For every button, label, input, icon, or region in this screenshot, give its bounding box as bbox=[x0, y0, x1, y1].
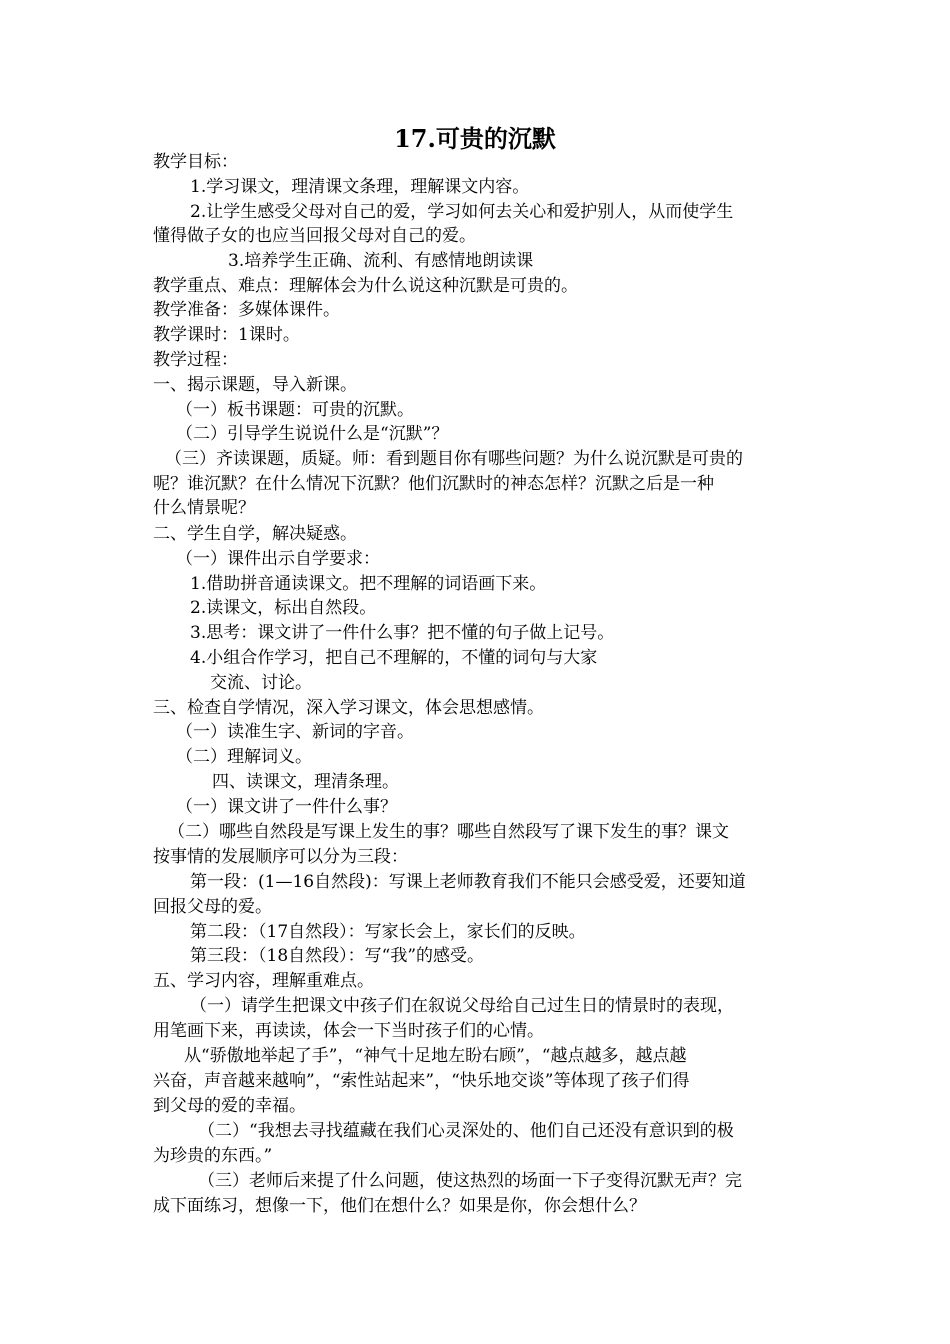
text-line: 一、揭示课题，导入新课。 bbox=[153, 375, 357, 395]
text-line: 五、学习内容，理解重难点。 bbox=[153, 971, 374, 991]
text-line: 三、检查自学情况，深入学习课文，体会思想感情。 bbox=[153, 698, 544, 718]
text-line: 从“骄傲地举起了手”，“神气十足地左盼右顾”，“越点越多，越点越 bbox=[184, 1046, 687, 1066]
text-line: （二）引导学生说说什么是“沉默”？ bbox=[176, 424, 449, 444]
text-line: 懂得做子女的也应当回报父母对自己的爱。 bbox=[153, 226, 476, 246]
text-line: 教学重点、难点：理解体会为什么说这种沉默是可贵的。 bbox=[153, 276, 578, 296]
text-line: 到父母的爱的幸福。 bbox=[153, 1096, 306, 1116]
text-line: （一）读准生字、新词的字音。 bbox=[176, 722, 414, 742]
text-line: （三）齐读课题，质疑。师：看到题目你有哪些问题？为什么说沉默是可贵的 bbox=[165, 449, 743, 469]
text-line: 第一段：(1—16自然段)：写课上老师教育我们不能只会感受爱，还要知道 bbox=[190, 872, 746, 892]
text-line: （二）哪些自然段是写课上发生的事？哪些自然段写了课下发生的事？课文 bbox=[168, 822, 729, 842]
text-line: 回报父母的爱。 bbox=[153, 897, 272, 917]
text-line: 兴奋，声音越来越响”，“索性站起来”，“快乐地交谈”等体现了孩子们得 bbox=[153, 1071, 690, 1091]
text-line: 第二段：（17自然段）：写家长会上，家长们的反映。 bbox=[190, 922, 586, 942]
text-line: 教学准备：多媒体课件。 bbox=[153, 300, 340, 320]
text-line: 教学目标： bbox=[153, 152, 238, 172]
text-line: （三）老师后来提了什么问题，使这热烈的场面一下子变得沉默无声？完 bbox=[198, 1171, 742, 1191]
text-line: 成下面练习，想像一下，他们在想什么？如果是你，你会想什么？ bbox=[153, 1196, 646, 1216]
page-title: 17.可贵的沉默 bbox=[394, 124, 556, 153]
text-line: 1.借助拼音通读课文。把不理解的词语画下来。 bbox=[190, 574, 547, 594]
text-line: 教学过程： bbox=[153, 350, 238, 370]
text-line: 4.小组合作学习，把自己不理解的，不懂的词句与大家 bbox=[190, 648, 598, 668]
text-line: （一）板书课题：可贵的沉默。 bbox=[176, 400, 414, 420]
text-line: 用笔画下来，再读读，体会一下当时孩子们的心情。 bbox=[153, 1021, 544, 1041]
text-line: 按事情的发展顺序可以分为三段： bbox=[153, 847, 408, 867]
text-line: 2.让学生感受父母对自己的爱，学习如何去关心和爱护别人，从而使学生 bbox=[190, 202, 734, 222]
text-line: 四、读课文，理清条理。 bbox=[212, 772, 399, 792]
text-line: 1.学习课文，理清课文条理，理解课文内容。 bbox=[190, 177, 530, 197]
text-line: （一）课文讲了一件什么事？ bbox=[176, 797, 397, 817]
text-line: （二）“我想去寻找蕴藏在我们心灵深处的、他们自己还没有意识到的极 bbox=[198, 1121, 734, 1141]
text-line: 交流、讨论。 bbox=[210, 673, 312, 693]
text-line: 2.读课文，标出自然段。 bbox=[190, 598, 377, 618]
text-line: 为珍贵的东西。” bbox=[153, 1146, 273, 1166]
text-line: 第三段：（18自然段）：写“我”的感受。 bbox=[190, 946, 485, 966]
text-line: 呢？谁沉默？在什么情况下沉默？他们沉默时的神态怎样？沉默之后是一种 bbox=[153, 474, 714, 494]
text-line: 教学课时：1课时。 bbox=[153, 325, 300, 345]
text-line: 二、学生自学，解决疑惑。 bbox=[153, 524, 357, 544]
text-line: 3.思考：课文讲了一件什么事？把不懂的句子做上记号。 bbox=[190, 623, 615, 643]
text-line: 什么情景呢？ bbox=[153, 498, 255, 518]
text-line: （二）理解词义。 bbox=[176, 747, 312, 767]
text-line: 3.培养学生正确、流利、有感情地朗读课 bbox=[228, 251, 534, 271]
text-line: （一）课件出示自学要求： bbox=[176, 549, 380, 569]
text-line: （一）请学生把课文中孩子们在叙说父母给自己过生日的情景时的表现， bbox=[190, 996, 734, 1016]
